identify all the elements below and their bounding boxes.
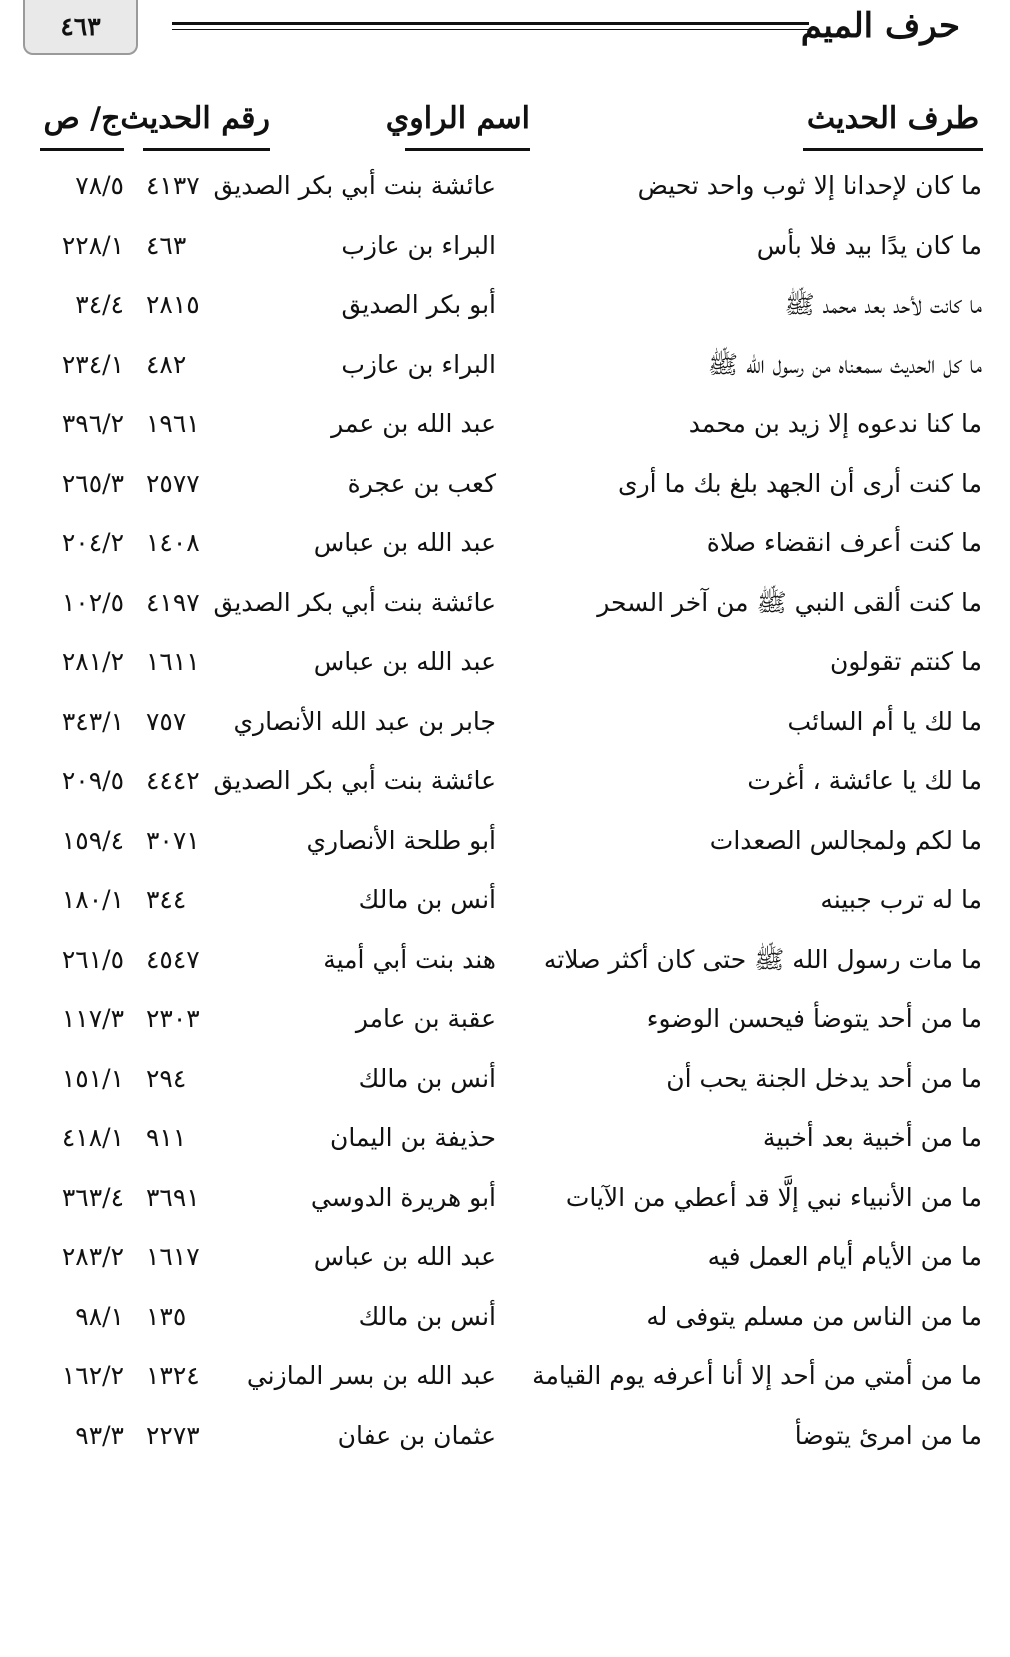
narrator-name: جابر بن عبد الله الأنصاري bbox=[233, 707, 496, 736]
hadith-text: ما كنا ندعوه إلا زيد بن محمد bbox=[688, 409, 982, 438]
volume-page: ٣٤/٤ bbox=[75, 290, 124, 319]
volume-page: ٣٤٣/١ bbox=[61, 707, 124, 736]
table-row bbox=[0, 334, 1010, 396]
hadith-number: ٤٥٤٧ bbox=[146, 945, 200, 974]
hadith-number: ٢٢٧٣ bbox=[146, 1421, 200, 1450]
narrator-name: كعب بن عجرة bbox=[347, 469, 496, 498]
hadith-number: ٣٦٩١ bbox=[146, 1183, 200, 1212]
table-row bbox=[0, 453, 1010, 515]
hadith-text: ما لك يا عائشة ، أغرت bbox=[747, 766, 982, 795]
table-row bbox=[0, 869, 1010, 931]
header-rule bbox=[172, 22, 809, 30]
volume-page: ٩٨/١ bbox=[75, 1302, 124, 1331]
narrator-name: أبو هريرة الدوسي bbox=[310, 1183, 496, 1212]
hadith-text: ما من أخبية بعد أخبية bbox=[762, 1123, 982, 1152]
table-row bbox=[0, 1167, 1010, 1229]
volume-page: ٢٠٩/٥ bbox=[61, 766, 124, 795]
table-row bbox=[0, 512, 1010, 574]
hadith-number: ١٣٢٤ bbox=[146, 1361, 200, 1390]
hadith-number: ٤٦٣ bbox=[146, 231, 187, 260]
hadith-text: ما من أحد يتوضأ فيحسن الوضوء bbox=[646, 1004, 982, 1033]
hadith-number: ١٣٥ bbox=[146, 1302, 187, 1331]
table-row bbox=[0, 393, 1010, 455]
page-number: ٤٦٣ bbox=[23, 0, 138, 55]
volume-page: ٣٦٣/٤ bbox=[61, 1183, 124, 1212]
volume-page: ٤١٨/١ bbox=[61, 1123, 124, 1152]
narrator-name: عثمان بن عفان bbox=[337, 1421, 496, 1450]
hadith-text: ما كانت لأحد بعد محمد ﷺ bbox=[784, 290, 982, 319]
hadith-text: ما من الأنبياء نبي إلَّا قد أعطي من الآيات bbox=[565, 1183, 982, 1212]
table-row bbox=[0, 215, 1010, 277]
hadith-number: ٢٥٧٧ bbox=[146, 469, 200, 498]
hadith-number: ١٩٦١ bbox=[146, 409, 200, 438]
hadith-text: ما من الناس من مسلم يتوفى له bbox=[646, 1302, 982, 1331]
table-row bbox=[0, 750, 1010, 812]
hadith-text: ما كان لإحدانا إلا ثوب واحد تحيض bbox=[637, 171, 982, 200]
chapter-title: حرف الميم bbox=[800, 6, 960, 46]
narrator-name: هند بنت أبي أمية bbox=[323, 945, 496, 974]
volume-page: ٧٨/٥ bbox=[75, 171, 124, 200]
volume-page: ٢٦٥/٣ bbox=[61, 469, 124, 498]
narrator-name: عائشة بنت أبي بكر الصديق bbox=[213, 766, 496, 795]
table-row bbox=[0, 572, 1010, 634]
narrator-name: أبو بكر الصديق bbox=[341, 290, 496, 319]
volume-page: ١١٧/٣ bbox=[61, 1004, 124, 1033]
narrator-name: عبد الله بن بسر المازني bbox=[246, 1361, 496, 1390]
hadith-number: ٧٥٧ bbox=[146, 707, 187, 736]
hadith-text: ما من الأيام أيام العمل فيه bbox=[707, 1242, 982, 1271]
column-header-number: رقم الحديث bbox=[143, 96, 270, 151]
narrator-name: عبد الله بن عباس bbox=[313, 528, 496, 557]
table-row bbox=[0, 988, 1010, 1050]
column-header-hadith: طرف الحديث bbox=[803, 96, 983, 151]
narrator-name: أنس بن مالك bbox=[358, 885, 496, 914]
volume-page: ٢٢٨/١ bbox=[61, 231, 124, 260]
table-row bbox=[0, 155, 1010, 217]
table-row bbox=[0, 1107, 1010, 1169]
narrator-name: البراء بن عازب bbox=[341, 350, 496, 379]
volume-page: ٢٨١/٢ bbox=[61, 647, 124, 676]
hadith-text: ما من أحد يدخل الجنة يحب أن bbox=[666, 1064, 982, 1093]
hadith-number: ٢٨١٥ bbox=[146, 290, 200, 319]
narrator-name: عائشة بنت أبي بكر الصديق bbox=[213, 171, 496, 200]
table-row bbox=[0, 1405, 1010, 1467]
volume-page: ١٥٩/٤ bbox=[61, 826, 124, 855]
narrator-name: حذيفة بن اليمان bbox=[329, 1123, 496, 1152]
hadith-text: ما من امرئ يتوضأ bbox=[794, 1421, 982, 1450]
table-row bbox=[0, 810, 1010, 872]
hadith-text: ما كنت أعرف انقضاء صلاة bbox=[706, 528, 982, 557]
hadith-number: ٤٤٤٢ bbox=[146, 766, 200, 795]
narrator-name: أبو طلحة الأنصاري bbox=[306, 826, 496, 855]
hadith-number: ٤١٣٧ bbox=[146, 171, 200, 200]
volume-page: ٢٠٤/٢ bbox=[61, 528, 124, 557]
volume-page: ٩٣/٣ bbox=[75, 1421, 124, 1450]
hadith-number: ١٦١١ bbox=[146, 647, 200, 676]
narrator-name: عبد الله بن عباس bbox=[313, 1242, 496, 1271]
table-row bbox=[0, 691, 1010, 753]
narrator-name: عبد الله بن عمر bbox=[331, 409, 496, 438]
narrator-name: عبد الله بن عباس bbox=[313, 647, 496, 676]
column-header-narrator: اسم الراوي bbox=[405, 96, 530, 151]
table-row bbox=[0, 1345, 1010, 1407]
table-row bbox=[0, 274, 1010, 336]
volume-page: ١٨٠/١ bbox=[61, 885, 124, 914]
hadith-number: ٤٨٢ bbox=[146, 350, 187, 379]
narrator-name: البراء بن عازب bbox=[341, 231, 496, 260]
hadith-number: ٩١١ bbox=[146, 1123, 187, 1152]
hadith-text: ما لكم ولمجالس الصعدات bbox=[709, 826, 982, 855]
table-row bbox=[0, 1048, 1010, 1110]
hadith-text: ما مات رسول الله ﷺ حتى كان أكثر صلاته bbox=[543, 945, 982, 974]
hadith-number: ١٤٠٨ bbox=[146, 528, 200, 557]
narrator-name: عائشة بنت أبي بكر الصديق bbox=[213, 588, 496, 617]
hadith-number: ٣٤٤ bbox=[146, 885, 187, 914]
hadith-number: ٤١٩٧ bbox=[146, 588, 200, 617]
narrator-name: عقبة بن عامر bbox=[355, 1004, 496, 1033]
hadith-text: ما كان يدًا بيد فلا بأس bbox=[756, 231, 982, 260]
table-row bbox=[0, 631, 1010, 693]
hadith-number: ٣٠٧١ bbox=[146, 826, 200, 855]
table-row bbox=[0, 929, 1010, 991]
volume-page: ٢٦١/٥ bbox=[61, 945, 124, 974]
hadith-text: ما له ترب جبينه bbox=[820, 885, 982, 914]
volume-page: ٣٩٦/٢ bbox=[61, 409, 124, 438]
hadith-number: ٢٩٤ bbox=[146, 1064, 187, 1093]
column-header-volume-page: ج/ ص bbox=[40, 96, 124, 151]
volume-page: ٢٣٤/١ bbox=[61, 350, 124, 379]
narrator-name: أنس بن مالك bbox=[358, 1302, 496, 1331]
hadith-text: ما كنتم تقولون bbox=[830, 647, 982, 676]
table-row bbox=[0, 1226, 1010, 1288]
narrator-name: أنس بن مالك bbox=[358, 1064, 496, 1093]
volume-page: ١٦٢/٢ bbox=[61, 1361, 124, 1390]
hadith-number: ١٦١٧ bbox=[146, 1242, 200, 1271]
hadith-number: ٢٣٠٣ bbox=[146, 1004, 200, 1033]
volume-page: ١٥١/١ bbox=[61, 1064, 124, 1093]
volume-page: ١٠٢/٥ bbox=[61, 588, 124, 617]
table-row bbox=[0, 1286, 1010, 1348]
volume-page: ٢٨٣/٢ bbox=[61, 1242, 124, 1271]
hadith-text: ما لك يا أم السائب bbox=[787, 707, 982, 736]
hadith-text: ما كنت أرى أن الجهد بلغ بك ما أرى bbox=[618, 469, 982, 498]
hadith-text: ما من أمتي من أحد إلا أنا أعرفه يوم القيامة bbox=[532, 1361, 982, 1390]
hadith-text: ما كنت ألقى النبي ﷺ من آخر السحر bbox=[597, 588, 982, 617]
hadith-text: ما كل الحديث سمعناه من رسول الله ﷺ bbox=[707, 350, 982, 379]
